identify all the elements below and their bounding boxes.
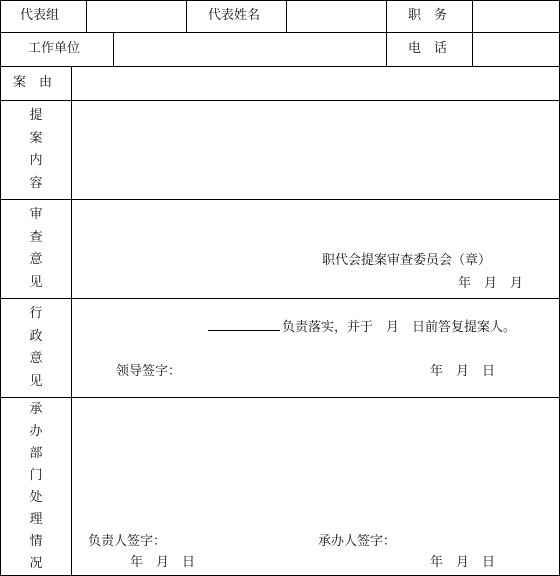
proposal-label-char: 案	[29, 130, 43, 146]
proposal-label-char: 提	[29, 108, 43, 123]
review-date: 年 月 月	[458, 276, 524, 291]
responsible-sign-label: 负责人签字：	[88, 534, 167, 549]
group-label: 代表组	[20, 8, 60, 23]
phone-label: 电 话	[408, 41, 448, 56]
responsible-dept-blank[interactable]	[208, 318, 280, 331]
rule-left	[0, 0, 1, 576]
admin-label-char: 政	[29, 328, 43, 344]
handling-label-char: 门	[29, 468, 43, 483]
handler-sign-label: 承办人签字：	[318, 534, 397, 549]
handling-date-left: 年 月 日	[130, 555, 196, 570]
admin-label-char: 行	[29, 306, 43, 321]
position-field[interactable]	[473, 1, 559, 32]
handling-date-right: 年 月 日	[430, 555, 496, 570]
name-label: 代表姓名	[208, 8, 261, 23]
review-label-char: 查	[29, 229, 43, 245]
rule-r1r2-d	[386, 0, 387, 66]
name-field[interactable]	[287, 1, 386, 32]
proposal-label	[26, 108, 46, 192]
handling-label-char: 部	[29, 446, 43, 461]
handling-label-char: 情	[29, 534, 43, 549]
handling-content-field[interactable]	[72, 398, 559, 526]
cause-field[interactable]	[72, 67, 559, 100]
admin-label-char: 意	[29, 351, 43, 367]
handling-label-char: 承	[29, 402, 43, 417]
review-committee-stamp: 职代会提案审查委员会（章）	[322, 253, 492, 268]
review-label-char: 意	[29, 252, 43, 268]
position-label: 职 务	[408, 8, 448, 23]
review-label-char: 见	[29, 274, 43, 290]
rule-review	[0, 298, 560, 299]
admin-label-char: 见	[29, 373, 43, 389]
handling-label-char: 况	[29, 556, 43, 571]
handling-label-char: 处	[29, 490, 43, 505]
handling-label-char: 理	[29, 512, 43, 527]
admin-instruction-text: 负责落实，并于 月 日前答复提案人。	[282, 320, 517, 335]
proposal-content-field[interactable]	[72, 101, 559, 199]
handling-label	[26, 402, 46, 572]
review-label	[26, 207, 46, 291]
rule-r1-b	[186, 0, 187, 32]
cause-label: 案 由	[13, 75, 53, 90]
phone-field[interactable]	[473, 33, 559, 66]
review-label-char: 审	[29, 207, 43, 222]
proposal-label-char: 内	[29, 153, 43, 169]
group-field[interactable]	[87, 1, 186, 32]
admin-date: 年 月 日	[430, 364, 496, 379]
admin-instruction	[208, 318, 516, 336]
unit-label: 工作单位	[28, 41, 81, 56]
unit-field[interactable]	[114, 33, 386, 66]
leader-sign-field[interactable]	[185, 358, 385, 384]
leader-sign-label: 领导签字：	[116, 364, 182, 379]
admin-label	[26, 306, 46, 390]
proposal-label-char: 容	[29, 175, 43, 191]
handling-label-char: 办	[29, 424, 43, 439]
